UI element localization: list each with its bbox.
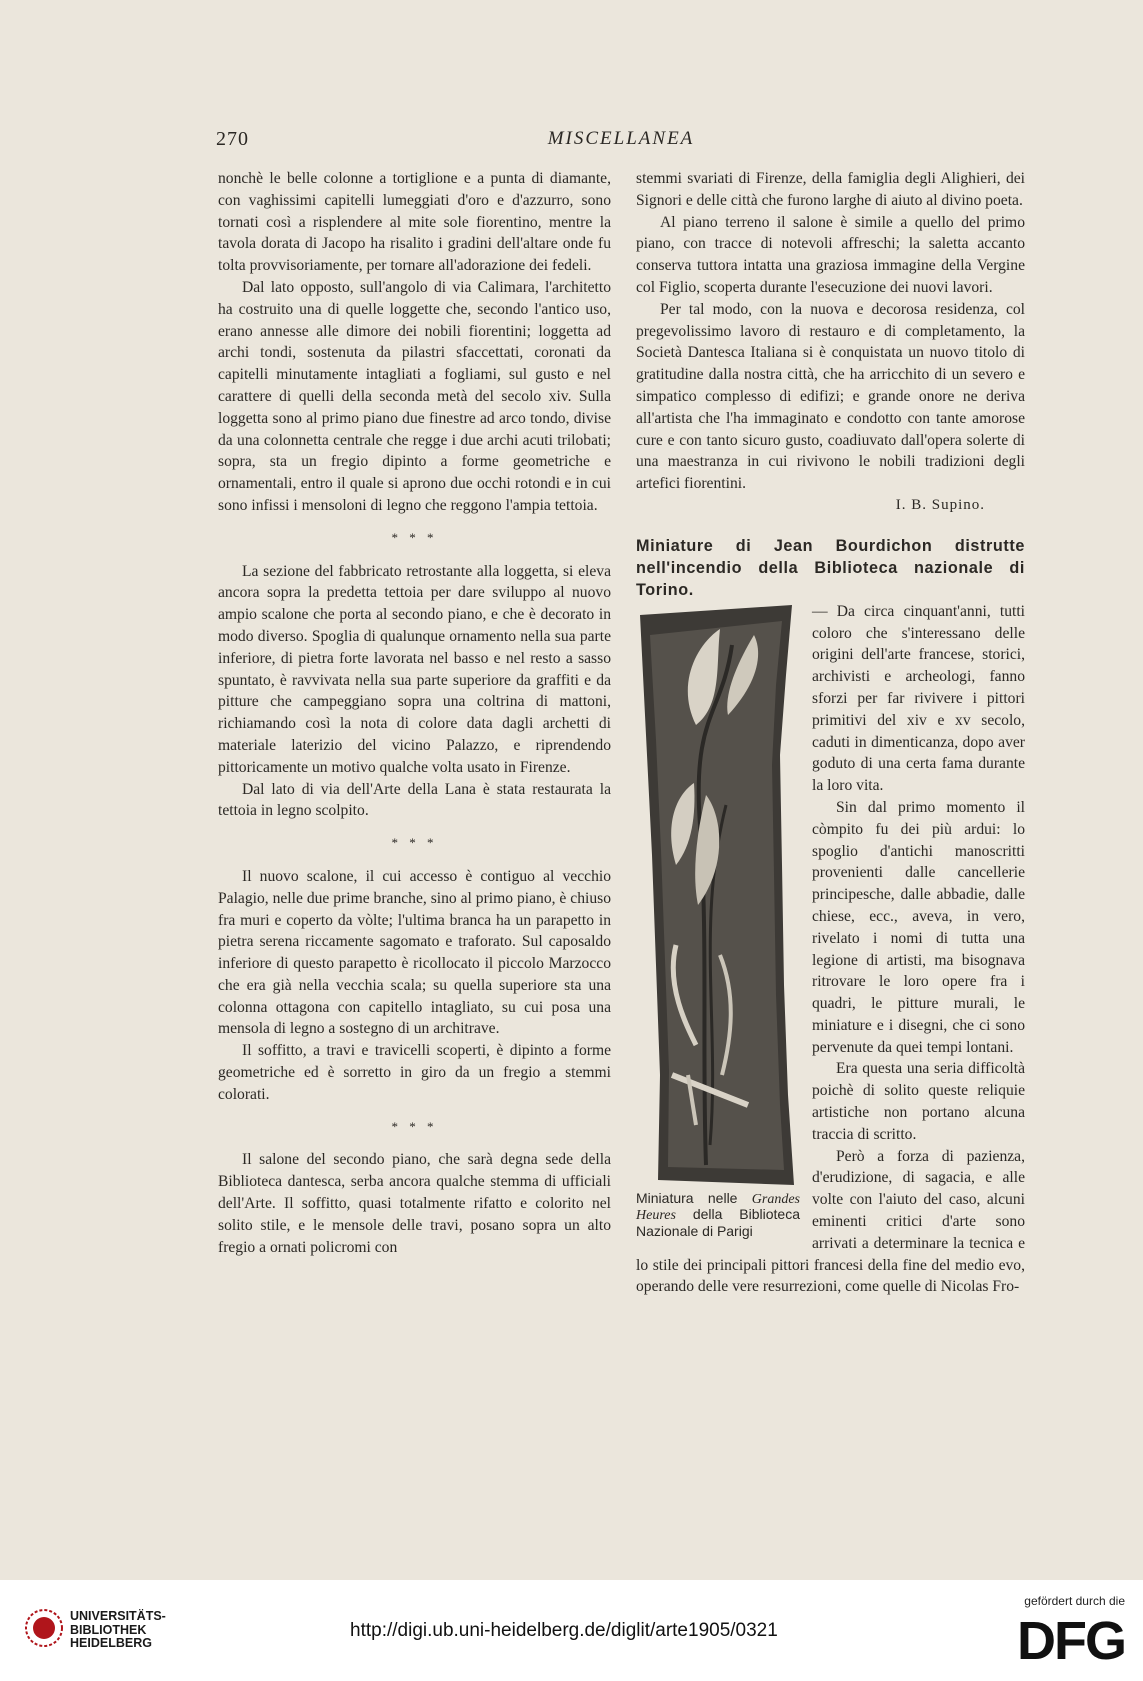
library-name: UNIVERSITÄTS- BIBLIOTHEK HEIDELBERG — [70, 1609, 166, 1650]
funding-note: gefördert durch die — [1024, 1594, 1125, 1608]
paragraph: Però a forza di pazienza, d'erudizione, di sagacia, e alle volte con l'aiuto del caso, alcuni eminenti critici d'arte sono arrivati a determinare la tecnica e lo stile dei principali pittori francesi della fine del medio evo, operando delle vere resurrezioni, come quelle di Nicolas Fro- — [636, 1147, 1025, 1296]
section-separator: * * * — [391, 1118, 438, 1134]
paragraph: — Da circa cinquant'anni, tutti coloro che s'interessano delle origini dell'arte francese, storici, archivisti e archeologi, fanno sforzi per far rivivere i pittori primitivi del xiv e xv secolo, caduti in dimenticanza, dopo aver goduto di una certa fama durante la loro vita. — [812, 602, 1025, 795]
section-separator: * * * — [391, 835, 438, 851]
paragraph: La sezione del fabbricato retrostante alla loggetta, si eleva ancora sopra la predetta tettoia per dare sviluppo al nuovo ampio scalone che porta al secondo piano, e che è decorato in modo diverso. Spoglia di qualunque ornamento nella sua parte inferiore, di pietra forte lavorata nel basso e nel resto a sasso spuntato, è ravvivata nella sua parte superiore da graffiti e da pitture che campeggiano sopra una coltrina di mattoni, richiamando così la nota di colore data dagli archetti di materiale laterizio del vicino Palazzo, e riprendendo pittoricamente un motivo qualche volta usato in Firenze. — [218, 562, 611, 776]
figure-caption: Miniatura nelle Grandes Heures della Biblioteca Nazionale di Parigi — [636, 1189, 800, 1239]
paragraph: stemmi svariati di Firenze, della famiglia degli Alighieri, dei Signori e delle città che furono larghe di aiuto al divino poeta. — [636, 170, 1025, 209]
paragraph: Per tal modo, con la nuova e decorosa residenza, col pregevolissimo lavoro di restauro e di completamento, la Società Dantesca Italiana si è conquistata un nuovo titolo di gratitudine dalla nostra città, che ha arricchito di un severo e simpatico complesso di edifizi; e grande onore ne deriva all'artista che l'ha immaginato e condotto con tante amorose cure e con tanto sicuro gusto, coadiuvato dall'opera solerte di una maestranza in cui rivivono le nobili tradizioni degli artefici fiorentini. — [636, 300, 1025, 493]
right-column — [636, 168, 1025, 1298]
article-heading: Miniature di Jean Bourdichon distrutte nell'incendio della Biblioteca nazionale di Torino. — [636, 536, 1025, 599]
viewer-footer — [0, 1580, 1143, 1681]
university-seal-icon — [24, 1608, 64, 1648]
paragraph: nonchè le belle colonne a tortiglione e a punta di diamante, con vaghissimi capitelli lumeggiati d'oro e d'azzurro, sono tornati così a risplendere al mite sole fiorentino, mentre la tavola dorata di Jacopo ha risalito i gradini dell'altare onde fu tolta provvisoriamente, per tornare all'adorazione dei fedeli. — [218, 170, 611, 275]
section-separator: * * * — [391, 529, 438, 545]
permalink-url[interactable]: http://digi.ub.uni-heidelberg.de/diglit/arte1905/0321 — [350, 1620, 778, 1641]
paragraph: Dal lato opposto, sull'angolo di via Calimara, l'architetto ha costruito una di quelle loggette che, secondo l'antico uso, erano annesse alle dimore dei nobili fiorentini; loggetta ad archi tondi, sostenuta da pilastri sfaccettati, coronati da capitelli minutamente intagliati a fogliami, sul gusto e nel carattere di quelli della seconda metà del secolo xiv. Sulla loggetta sono al primo piano due finestre ad arco tondo, divise da una colonnetta centrale che regge i due archi acuti trilobati; sopra, sta un fregio dipinto a forme geometriche e ornamentali, entro il quale si aprono due occhi rotondi e in cui sono infissi i mensoloni di legno che reggono l'ampia tettoia. — [218, 278, 611, 514]
paragraph: Il salone del secondo piano, che sarà degna sede della Biblioteca dantesca, serba ancora qualche stemma di ufficiali dell'Arte. Il soffitto, quasi totalmente rifatto e colorito nel solito stile, e le mensole delle travi, posano sopra un alto fregio a ornati policromi con — [218, 1151, 611, 1256]
paragraph: Il soffitto, a travi e travicelli scoperti, è dipinto a forme geometriche ed è sorretto in giro da un fregio a stemmi colorati. — [218, 1042, 611, 1103]
page-number: 270 — [216, 128, 249, 150]
running-head: MISCELLANEA — [547, 128, 695, 149]
author-signature: I. B. Supino. — [895, 496, 985, 513]
paragraph: Era questa una seria difficoltà poichè di solito queste reliquie artistiche non portano alcuna traccia di scritto. — [812, 1060, 1025, 1143]
paragraph: Il nuovo scalone, il cui accesso è contiguo al vecchio Palagio, nelle due prime branche, sino al primo piano, è chiuso fra muri e coperto da vòlte; l'ultima branca ha un parapetto in pietra serena riccamente sagomato e traforato. Sul caposaldo inferiore di questo parapetto è ricollocato il piccolo Marzocco che era già nella vecchia scala; su quella superiore sta una colonna ottagona con capitello intagliato, su cui posa una mensola di legno a sostegno di un architrave. — [218, 867, 611, 1038]
page-header — [216, 128, 1026, 156]
left-column — [218, 168, 611, 1258]
miniature-illustration — [636, 605, 796, 1185]
paragraph: Sin dal primo momento il còmpito fu dei più ardui: lo spoglio d'antichi manoscritti provenienti dalle cancellerie principesche, dalle abbadie, dalle chiese, ecc., aveva, in vero, rivelato i nomi di tutta una legione di artisti, ma bisognava ritrovare le loro opere fra i quadri, le pitture murali, le miniature e i disegni, che ci sono pervenute da quei tempi lontani. — [812, 798, 1025, 1056]
dfg-logo: DFG — [1017, 1611, 1125, 1671]
paragraph: Dal lato di via dell'Arte della Lana è stata restaurata la tettoia in legno scolpito. — [218, 780, 611, 820]
figure-block — [636, 605, 800, 1239]
paragraph: Al piano terreno il salone è simile a quello del primo piano, con tracce di notevoli affreschi; la saletta accanto conserva tuttora intatta una graziosa immagine della Vergine col Figlio, scoperta durante l'esecuzione dei nuovi lavori. — [636, 213, 1025, 296]
